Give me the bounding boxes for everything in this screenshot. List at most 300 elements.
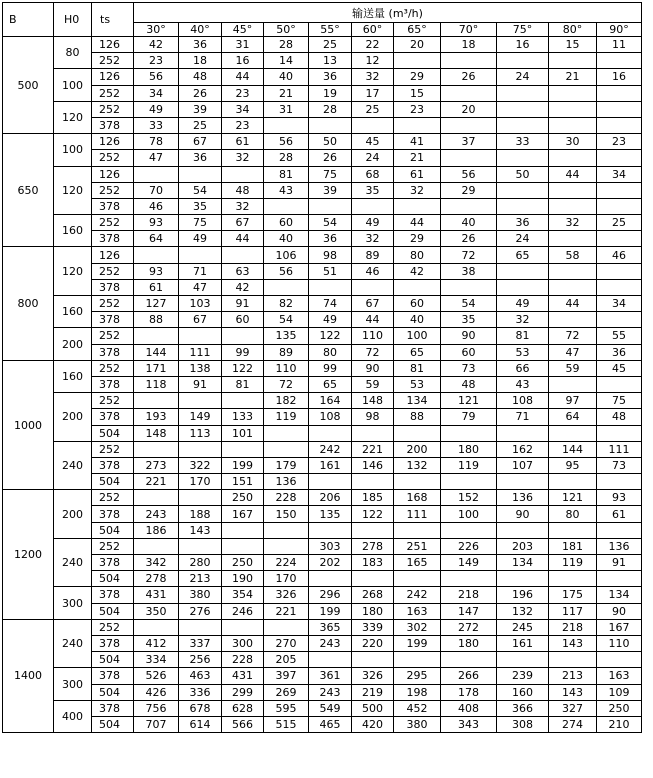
capacity-cell [309, 652, 352, 668]
capacity-cell: 431 [134, 587, 179, 603]
capacity-cell: 54 [441, 296, 497, 312]
capacity-cell [597, 231, 642, 247]
header-b: B [3, 3, 54, 37]
ts-cell: 378 [92, 117, 134, 133]
capacity-cell: 99 [309, 360, 352, 376]
capacity-cell: 170 [264, 571, 309, 587]
capacity-cell: 180 [441, 635, 497, 651]
capacity-cell: 23 [134, 53, 179, 69]
capacity-cell [179, 393, 222, 409]
capacity-cell: 322 [179, 457, 222, 473]
ts-cell: 504 [92, 716, 134, 732]
capacity-cell: 220 [352, 635, 394, 651]
capacity-cell [597, 312, 642, 328]
capacity-cell: 89 [264, 344, 309, 360]
capacity-cell: 219 [352, 684, 394, 700]
capacity-cell: 426 [134, 684, 179, 700]
capacity-cell [394, 53, 441, 69]
capacity-cell [309, 279, 352, 295]
table-row [3, 360, 642, 376]
capacity-cell: 15 [549, 37, 597, 53]
capacity-cell: 90 [497, 506, 549, 522]
capacity-cell: 88 [134, 312, 179, 328]
capacity-cell: 21 [549, 69, 597, 85]
capacity-cell: 218 [549, 619, 597, 635]
capacity-cell [352, 198, 394, 214]
capacity-cell: 59 [549, 360, 597, 376]
capacity-cell [309, 117, 352, 133]
capacity-cell: 221 [352, 441, 394, 457]
capacity-cell: 16 [222, 53, 264, 69]
capacity-cell: 412 [134, 635, 179, 651]
capacity-cell [352, 474, 394, 490]
header-angle: 80° [549, 23, 597, 37]
capacity-cell: 73 [597, 457, 642, 473]
capacity-cell: 73 [441, 360, 497, 376]
capacity-cell: 278 [352, 538, 394, 554]
table-row [3, 231, 642, 247]
capacity-cell [549, 474, 597, 490]
ts-cell: 504 [92, 425, 134, 441]
capacity-cell [497, 652, 549, 668]
capacity-cell [597, 53, 642, 69]
capacity-cell: 300 [222, 635, 264, 651]
capacity-cell: 110 [597, 635, 642, 651]
capacity-cell: 93 [597, 490, 642, 506]
capacity-cell: 99 [222, 344, 264, 360]
capacity-cell: 23 [222, 117, 264, 133]
capacity-cell [222, 522, 264, 538]
capacity-cell: 337 [179, 635, 222, 651]
capacity-cell: 53 [497, 344, 549, 360]
ts-cell: 378 [92, 198, 134, 214]
capacity-cell [264, 441, 309, 457]
table-row [3, 69, 642, 85]
capacity-cell: 98 [352, 409, 394, 425]
table-row [3, 134, 642, 150]
capacity-cell [134, 490, 179, 506]
capacity-cell: 203 [497, 538, 549, 554]
capacity-cell: 119 [441, 457, 497, 473]
capacity-cell: 117 [549, 603, 597, 619]
capacity-cell: 71 [179, 263, 222, 279]
capacity-cell: 179 [264, 457, 309, 473]
capacity-cell: 109 [597, 684, 642, 700]
capacity-cell: 228 [222, 652, 264, 668]
capacity-cell: 16 [597, 69, 642, 85]
capacity-cell [549, 279, 597, 295]
capacity-cell: 49 [352, 215, 394, 231]
table-row [3, 635, 642, 651]
capacity-cell: 25 [352, 101, 394, 117]
ts-cell: 378 [92, 668, 134, 684]
capacity-cell: 365 [309, 619, 352, 635]
capacity-cell: 48 [179, 69, 222, 85]
capacity-cell [264, 619, 309, 635]
capacity-cell: 47 [179, 279, 222, 295]
capacity-cell [352, 571, 394, 587]
table-row [3, 117, 642, 133]
capacity-cell: 42 [222, 279, 264, 295]
capacity-cell: 350 [134, 603, 179, 619]
capacity-cell: 326 [264, 587, 309, 603]
capacity-cell: 118 [134, 376, 179, 392]
capacity-cell: 144 [549, 441, 597, 457]
ts-cell: 252 [92, 296, 134, 312]
capacity-cell: 39 [309, 182, 352, 198]
capacity-cell: 148 [352, 393, 394, 409]
capacity-cell: 269 [264, 684, 309, 700]
capacity-cell [549, 85, 597, 101]
capacity-cell: 60 [394, 296, 441, 312]
capacity-cell: 18 [441, 37, 497, 53]
capacity-cell: 45 [352, 134, 394, 150]
capacity-cell: 500 [352, 700, 394, 716]
capacity-cell: 21 [264, 85, 309, 101]
capacity-cell: 49 [134, 101, 179, 117]
capacity-cell: 11 [597, 37, 642, 53]
capacity-cell: 250 [222, 555, 264, 571]
table-row [3, 198, 642, 214]
capacity-cell: 122 [222, 360, 264, 376]
capacity-cell [134, 393, 179, 409]
ts-cell: 378 [92, 457, 134, 473]
capacity-cell: 24 [497, 231, 549, 247]
capacity-cell: 70 [134, 182, 179, 198]
capacity-cell: 250 [597, 700, 642, 716]
capacity-cell: 121 [441, 393, 497, 409]
ts-cell: 126 [92, 166, 134, 182]
capacity-cell [394, 279, 441, 295]
ts-cell: 378 [92, 587, 134, 603]
capacity-cell: 48 [441, 376, 497, 392]
ts-cell: 378 [92, 312, 134, 328]
capacity-cell: 72 [441, 247, 497, 263]
capacity-cell: 280 [179, 555, 222, 571]
capacity-cell: 273 [134, 457, 179, 473]
capacity-cell [179, 538, 222, 554]
capacity-cell: 81 [497, 328, 549, 344]
capacity-cell: 205 [264, 652, 309, 668]
capacity-cell: 100 [394, 328, 441, 344]
table-row [3, 571, 642, 587]
capacity-cell [222, 328, 264, 344]
capacity-cell: 13 [309, 53, 352, 69]
table-row [3, 344, 642, 360]
capacity-cell: 183 [352, 555, 394, 571]
capacity-cell [134, 619, 179, 635]
capacity-cell: 628 [222, 700, 264, 716]
capacity-cell [222, 393, 264, 409]
capacity-cell: 54 [309, 215, 352, 231]
capacity-cell: 81 [222, 376, 264, 392]
capacity-cell [441, 117, 497, 133]
capacity-cell [441, 150, 497, 166]
ts-cell: 252 [92, 101, 134, 117]
capacity-cell: 28 [264, 150, 309, 166]
capacity-cell: 79 [441, 409, 497, 425]
capacity-cell: 31 [264, 101, 309, 117]
capacity-cell [549, 150, 597, 166]
capacity-cell: 515 [264, 716, 309, 732]
conveyor-capacity-table-container [2, 2, 642, 733]
ts-cell: 252 [92, 215, 134, 231]
capacity-cell [549, 376, 597, 392]
capacity-cell: 75 [179, 215, 222, 231]
capacity-cell: 202 [309, 555, 352, 571]
capacity-cell [352, 425, 394, 441]
capacity-cell: 218 [441, 587, 497, 603]
capacity-cell [352, 522, 394, 538]
capacity-cell: 74 [309, 296, 352, 312]
h0-cell: 240 [54, 538, 92, 587]
capacity-cell: 44 [549, 166, 597, 182]
capacity-cell: 256 [179, 652, 222, 668]
capacity-cell: 80 [549, 506, 597, 522]
table-row [3, 506, 642, 522]
header-angle: 70° [441, 23, 497, 37]
capacity-cell: 336 [179, 684, 222, 700]
capacity-cell [394, 198, 441, 214]
table-row [3, 312, 642, 328]
capacity-cell: 151 [222, 474, 264, 490]
capacity-cell: 32 [352, 69, 394, 85]
capacity-cell: 566 [222, 716, 264, 732]
capacity-cell: 274 [549, 716, 597, 732]
belt-width-cell: 800 [3, 247, 54, 360]
capacity-cell [597, 376, 642, 392]
capacity-cell [441, 522, 497, 538]
capacity-cell: 36 [179, 37, 222, 53]
capacity-cell [309, 198, 352, 214]
capacity-cell: 35 [179, 198, 222, 214]
capacity-cell: 136 [264, 474, 309, 490]
capacity-cell: 65 [309, 376, 352, 392]
capacity-cell [597, 571, 642, 587]
capacity-cell [394, 522, 441, 538]
capacity-cell: 49 [497, 296, 549, 312]
capacity-cell: 44 [352, 312, 394, 328]
capacity-cell: 107 [497, 457, 549, 473]
capacity-cell: 64 [134, 231, 179, 247]
capacity-cell: 46 [597, 247, 642, 263]
capacity-cell [222, 619, 264, 635]
capacity-cell: 90 [597, 603, 642, 619]
capacity-cell: 55 [597, 328, 642, 344]
capacity-cell: 182 [264, 393, 309, 409]
capacity-cell: 243 [134, 506, 179, 522]
h0-cell: 200 [54, 490, 92, 539]
capacity-cell: 36 [497, 215, 549, 231]
capacity-cell: 100 [441, 506, 497, 522]
ts-cell: 504 [92, 652, 134, 668]
capacity-cell: 66 [497, 360, 549, 376]
capacity-cell [497, 150, 549, 166]
capacity-cell [264, 538, 309, 554]
capacity-cell [134, 441, 179, 457]
capacity-cell: 334 [134, 652, 179, 668]
capacity-cell: 366 [497, 700, 549, 716]
capacity-cell [549, 312, 597, 328]
capacity-cell [352, 652, 394, 668]
capacity-cell: 465 [309, 716, 352, 732]
capacity-cell: 47 [549, 344, 597, 360]
capacity-cell [497, 101, 549, 117]
capacity-cell: 45 [597, 360, 642, 376]
capacity-cell [549, 101, 597, 117]
capacity-cell [597, 425, 642, 441]
capacity-cell: 31 [222, 37, 264, 53]
capacity-cell [549, 263, 597, 279]
capacity-cell: 420 [352, 716, 394, 732]
capacity-cell: 111 [597, 441, 642, 457]
ts-cell: 252 [92, 393, 134, 409]
capacity-cell: 180 [352, 603, 394, 619]
capacity-cell: 199 [222, 457, 264, 473]
table-row [3, 296, 642, 312]
capacity-cell: 25 [309, 37, 352, 53]
capacity-cell: 243 [309, 635, 352, 651]
capacity-cell: 72 [352, 344, 394, 360]
capacity-cell [597, 198, 642, 214]
capacity-cell: 526 [134, 668, 179, 684]
capacity-cell: 17 [352, 85, 394, 101]
ts-cell: 252 [92, 538, 134, 554]
capacity-cell: 67 [179, 312, 222, 328]
capacity-cell [497, 571, 549, 587]
ts-cell: 252 [92, 150, 134, 166]
capacity-cell: 147 [441, 603, 497, 619]
capacity-cell: 408 [441, 700, 497, 716]
capacity-cell: 46 [352, 263, 394, 279]
capacity-cell [309, 522, 352, 538]
h0-cell: 160 [54, 296, 92, 328]
capacity-cell [497, 522, 549, 538]
capacity-cell [309, 425, 352, 441]
capacity-cell: 36 [179, 150, 222, 166]
capacity-cell: 343 [441, 716, 497, 732]
capacity-cell: 37 [441, 134, 497, 150]
capacity-cell: 34 [597, 166, 642, 182]
capacity-cell: 61 [134, 279, 179, 295]
table-row [3, 457, 642, 473]
table-row [3, 409, 642, 425]
capacity-cell: 93 [134, 263, 179, 279]
ts-cell: 504 [92, 474, 134, 490]
capacity-cell: 296 [309, 587, 352, 603]
capacity-cell [222, 166, 264, 182]
capacity-cell [179, 166, 222, 182]
capacity-cell: 190 [222, 571, 264, 587]
table-row [3, 490, 642, 506]
capacity-cell: 16 [497, 37, 549, 53]
capacity-cell: 67 [222, 215, 264, 231]
table-row [3, 376, 642, 392]
table-row [3, 37, 642, 53]
capacity-cell: 165 [394, 555, 441, 571]
header-ts: ts [92, 3, 134, 37]
capacity-cell: 119 [549, 555, 597, 571]
capacity-cell: 327 [549, 700, 597, 716]
capacity-cell [549, 571, 597, 587]
h0-cell: 120 [54, 101, 92, 133]
capacity-cell: 23 [222, 85, 264, 101]
capacity-cell [394, 425, 441, 441]
capacity-cell: 302 [394, 619, 441, 635]
capacity-cell [497, 198, 549, 214]
capacity-cell [134, 166, 179, 182]
capacity-cell [597, 279, 642, 295]
ts-cell: 378 [92, 344, 134, 360]
capacity-cell: 303 [309, 538, 352, 554]
header-angle: 30° [134, 23, 179, 37]
capacity-cell: 221 [134, 474, 179, 490]
capacity-cell: 35 [441, 312, 497, 328]
capacity-cell: 276 [179, 603, 222, 619]
capacity-cell: 199 [394, 635, 441, 651]
capacity-cell: 193 [134, 409, 179, 425]
table-body [3, 37, 642, 733]
table-row [3, 619, 642, 635]
capacity-cell: 270 [264, 635, 309, 651]
capacity-cell: 113 [179, 425, 222, 441]
capacity-cell [549, 652, 597, 668]
ts-cell: 378 [92, 279, 134, 295]
capacity-cell [134, 328, 179, 344]
capacity-cell: 132 [497, 603, 549, 619]
table-row [3, 603, 642, 619]
capacity-cell: 167 [597, 619, 642, 635]
capacity-cell: 34 [597, 296, 642, 312]
capacity-cell: 14 [264, 53, 309, 69]
capacity-cell: 228 [264, 490, 309, 506]
capacity-cell: 44 [549, 296, 597, 312]
capacity-cell [497, 279, 549, 295]
capacity-cell [352, 117, 394, 133]
capacity-cell [441, 85, 497, 101]
capacity-cell: 143 [549, 684, 597, 700]
capacity-cell: 32 [497, 312, 549, 328]
capacity-cell: 135 [264, 328, 309, 344]
capacity-cell: 326 [352, 668, 394, 684]
capacity-cell: 20 [394, 37, 441, 53]
capacity-cell: 431 [222, 668, 264, 684]
ts-cell: 504 [92, 571, 134, 587]
table-row [3, 101, 642, 117]
capacity-cell: 452 [394, 700, 441, 716]
capacity-cell: 72 [549, 328, 597, 344]
table-row [3, 279, 642, 295]
capacity-cell: 143 [549, 635, 597, 651]
capacity-cell [309, 474, 352, 490]
ts-cell: 252 [92, 263, 134, 279]
capacity-cell [597, 182, 642, 198]
capacity-cell [179, 441, 222, 457]
capacity-cell: 26 [309, 150, 352, 166]
h0-cell: 120 [54, 166, 92, 215]
h0-cell: 240 [54, 441, 92, 490]
capacity-cell: 295 [394, 668, 441, 684]
capacity-cell: 33 [134, 117, 179, 133]
header-angle: 55° [309, 23, 352, 37]
capacity-cell: 23 [394, 101, 441, 117]
ts-cell: 126 [92, 37, 134, 53]
capacity-cell: 26 [441, 231, 497, 247]
table-row [3, 587, 642, 603]
table-row [3, 150, 642, 166]
capacity-cell: 41 [394, 134, 441, 150]
capacity-cell: 32 [222, 198, 264, 214]
